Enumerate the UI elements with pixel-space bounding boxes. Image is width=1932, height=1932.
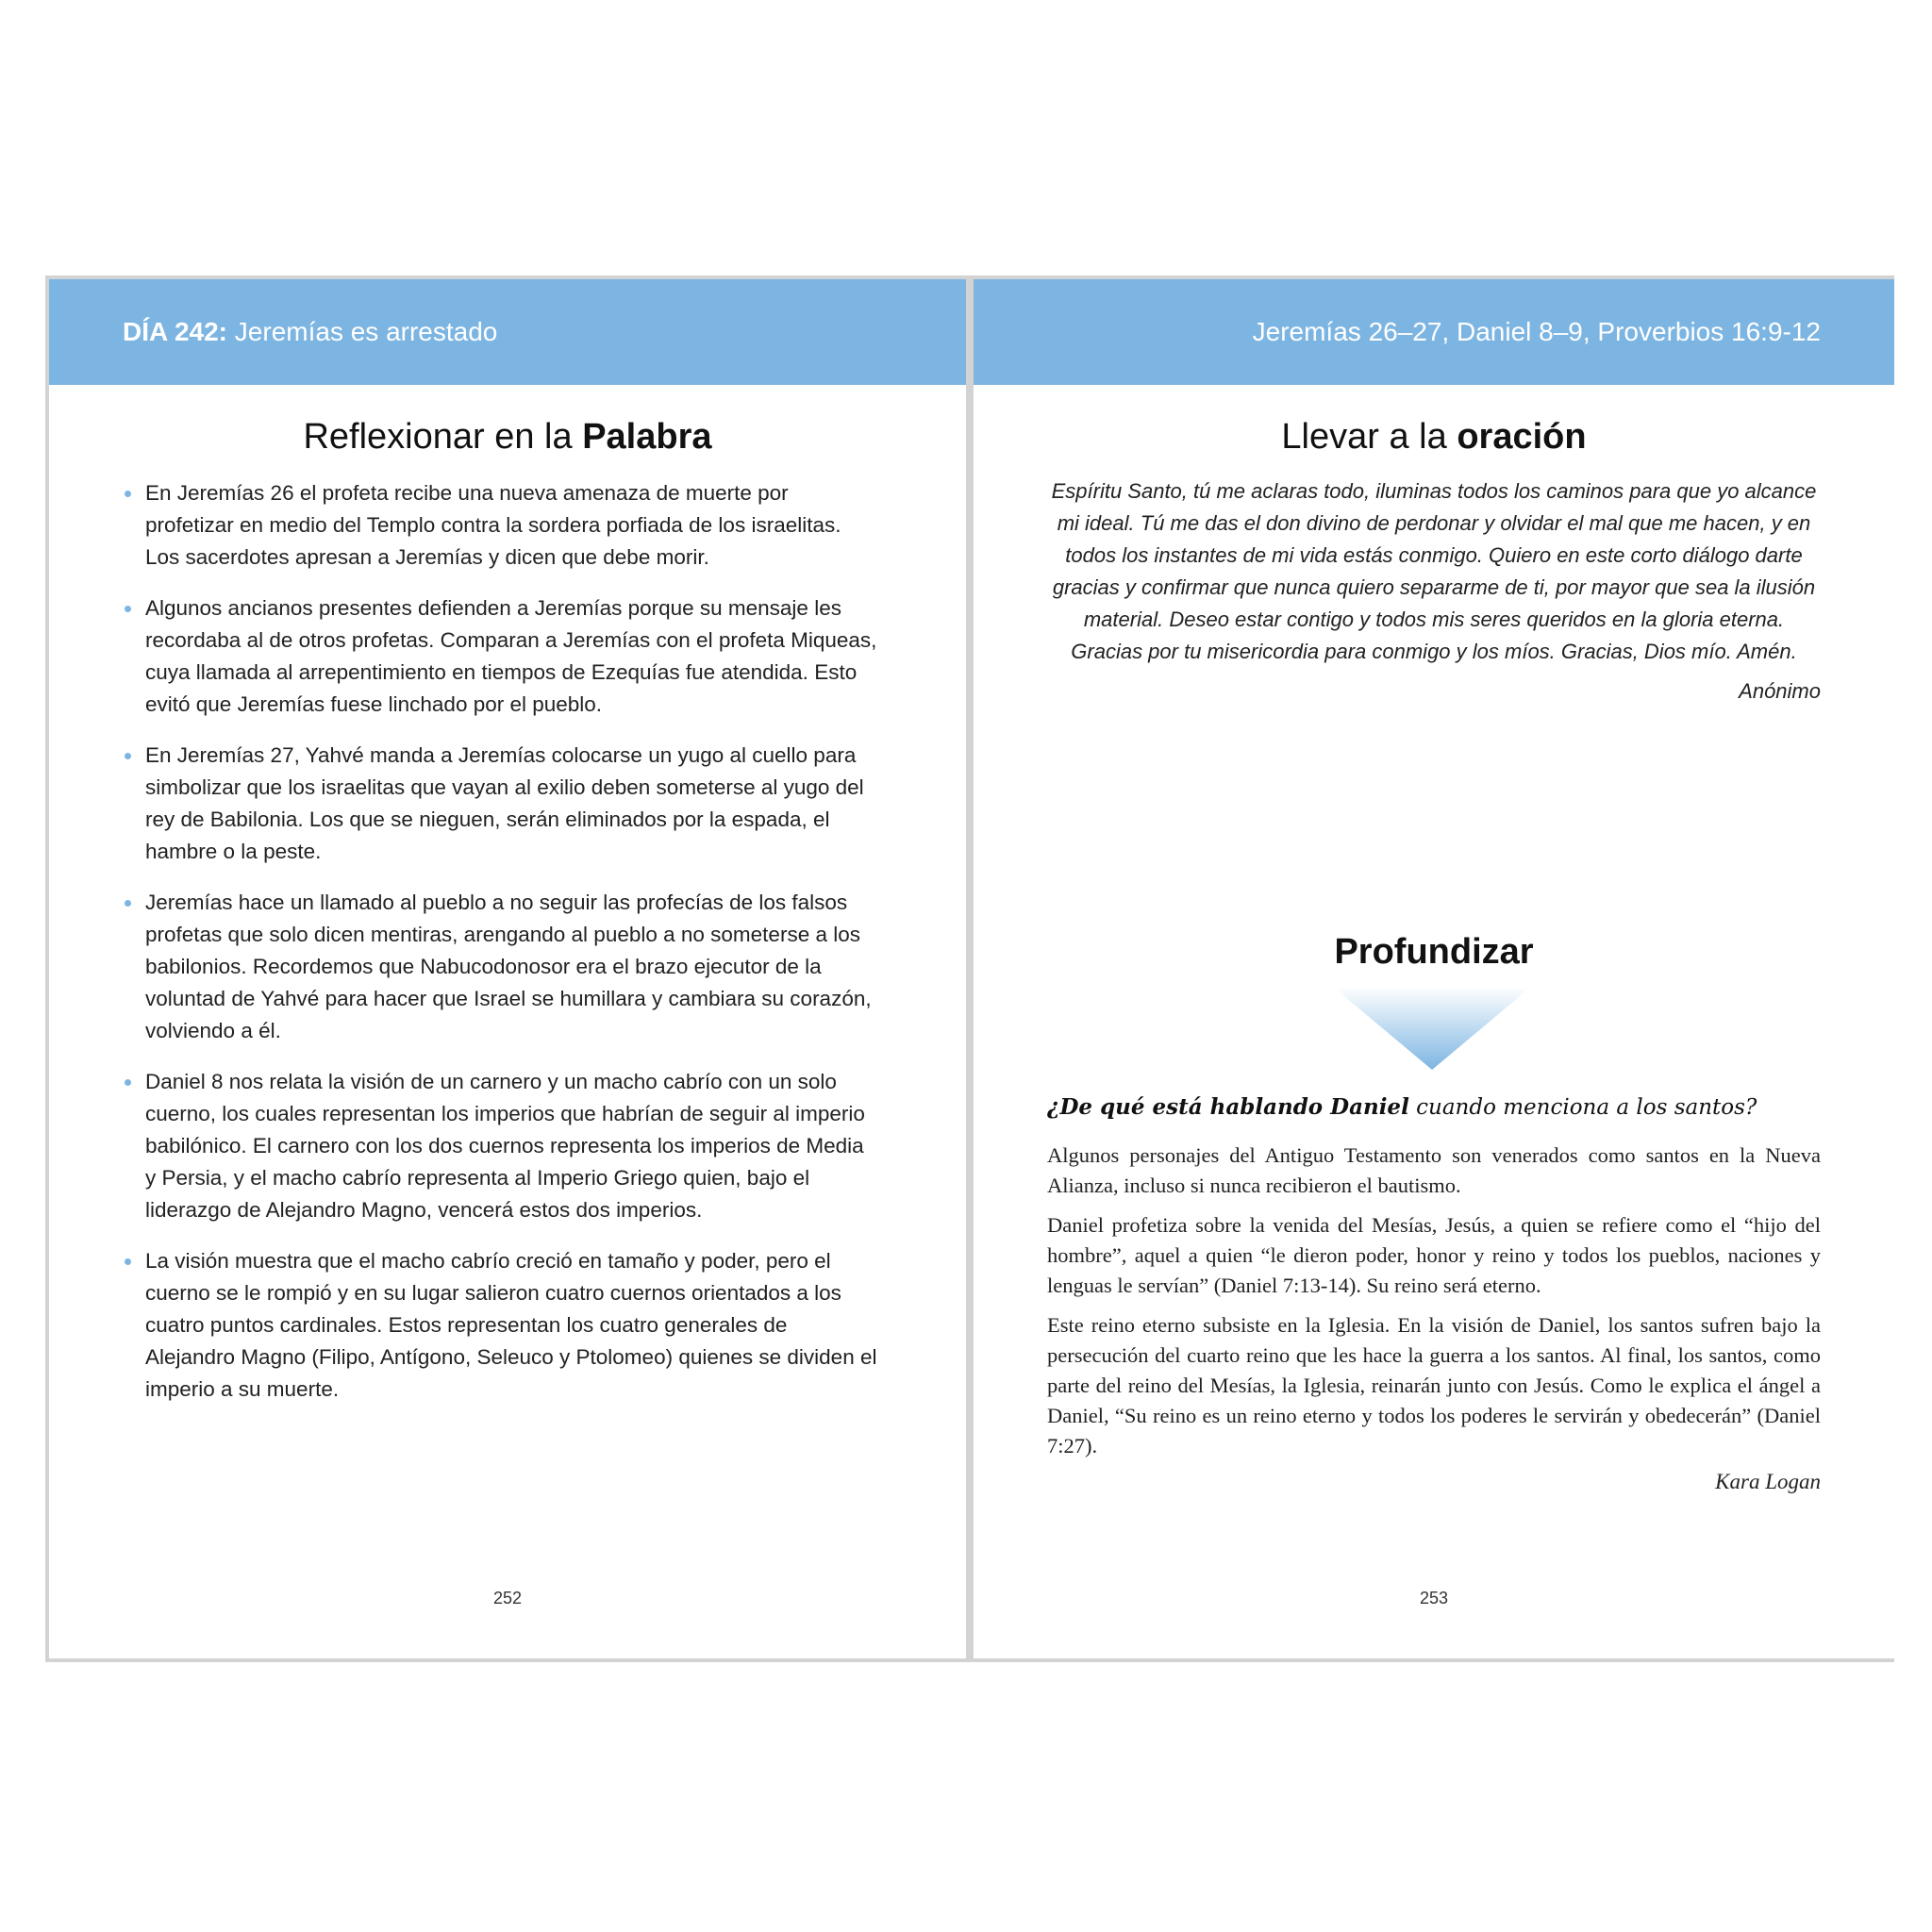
reflect-title-bold: Palabra [582,417,712,457]
bullet-item [123,1245,877,1406]
deepen-article [1047,1141,1821,1471]
bullet-item [123,1066,877,1226]
bullet-dot-icon [125,1258,131,1265]
bullet-dot-icon [125,1079,131,1086]
prayer-title-prefix: Llevar a la [1281,417,1457,457]
day-title: Jeremías es arrestado [227,317,498,346]
scripture-reference: Jeremías 26–27, Daniel 8–9, Proverbios 16:9-12 [1252,317,1821,346]
book-spread [45,275,1894,1662]
down-arrow-icon [1333,987,1531,1072]
bullet-text: Jeremías hace un llamado al pueblo a no seguir las profecías de los falsos profetas que solo dicen mentiras, arengando al pueblo a no someterse a los babilonios. Recordemos que Nabucodonosor era el brazo ejecutor de la voluntad de Yahvé para hacer que Israel se humillara y cambiara su corazón, volviendo a él. [145,891,872,1042]
bullet-dot-icon [125,606,131,612]
reflect-section-title [49,417,966,458]
bullet-text: En Jeremías 27, Yahvé manda a Jeremías colocarse un yugo al cuello para simbolizar que los israelitas que vayan al exilio deben someterse al yugo del rey de Babilonia. Los que se nieguen, serán eliminados por la espada, el hambre o la peste. [145,743,864,863]
left-page-number: 252 [492,1589,523,1607]
bullet-text: Daniel 8 nos relata la visión de un carnero y un macho cabrío con un solo cuerno, los cuales representan los imperios que habrían de seguir al imperio babilónico. El carnero con los dos cuernos representa los imperios de Media y Persia, y el macho cabrío representa al Imperio Griego quien, bajo el liderazgo de Alejandro Magno, vencerá estos dos imperios. [145,1070,865,1222]
prayer-text: Espíritu Santo, tú me aclaras todo, iluminas todos los caminos para que yo alcance mi ideal. Tú me das el don divino de perdonar y olvidar el mal que me hacen, y en todos los instantes de mi vida estás conmigo. Quiero en este corto diálogo darte gracias y confirmar que nunca quiero separarme de ti, por mayor que sea la ilusión material. Deseo estar contigo y todos mis seres queridos en la gloria eterna. Gracias por tu misericordia para conmigo y los míos. Gracias, Dios mío. Amén. [1051,479,1817,663]
question-rest: cuando menciona a los santos? [1408,1095,1757,1120]
left-header-band [49,279,966,385]
bullet-text: En Jeremías 26 el profeta recibe una nueva amenaza de muerte por profetizar en medio del Templo contra la sordera porfiada de los israelitas. Los sacerdotes apresan a Jeremías y dicen que debe morir. [145,481,841,569]
right-header-band [974,279,1894,385]
bullet-item [123,477,877,574]
bullet-dot-icon [125,491,131,497]
article-author: Kara Logan [1715,1470,1821,1493]
bullet-text: La visión muestra que el macho cabrío creció en tamaño y poder, pero el cuerno se le rompió y en su lugar salieron cuatro cuernos orientados a los cuatro puntos cardinales. Estos representan los cuatro generales de Alejandro Magno (Filipo, Antígono, Seleuco y Ptolomeo) quienes se dividen el imperio a su muerte. [145,1249,877,1401]
article-paragraph: Este reino eterno subsiste en la Iglesia. En la visión de Daniel, los santos sufren bajo la persecución del cuarto reino que les hace la guerra a los santos. Al final, los santos, como parte del reino del Mesías, la Iglesia, reinarán junto con Jesús. Como le explica el ángel a Daniel, “Su reino es un reino eterno y todos los poderes le servirán y obedecerán” (Daniel 7:27). [1047,1313,1821,1457]
article-paragraph: Algunos personajes del Antiguo Testamento son venerados como santos en la Nueva Alianza, incluso si nunca recibieron el bautismo. [1047,1143,1821,1197]
reflect-title-prefix: Reflexionar en la [303,417,583,457]
bullet-item [123,592,877,721]
deepen-question [1047,1094,1821,1120]
bullet-dot-icon [125,753,131,759]
left-header-text [123,317,497,347]
reflection-bullet-list [123,477,877,1424]
question-bold: ¿De qué está hablando Daniel [1047,1094,1409,1120]
bullet-dot-icon [125,900,131,907]
bullet-item [123,887,877,1047]
article-paragraph: Daniel profetiza sobre la venida del Mesías, Jesús, a quien se refiere como el “hijo del hombre”, aquel a quien “le dieron poder, honor y reino y todos los pueblos, naciones y lenguas le servían” (Daniel 7:13-14). Su reino será eterno. [1047,1213,1821,1297]
right-page-number: 253 [1419,1589,1449,1607]
prayer-title-bold: oración [1457,417,1587,457]
day-label: DÍA 242: [123,317,228,346]
bullet-text: Algunos ancianos presentes defienden a Jeremías porque su mensaje les recordaba al de otros profetas. Comparan a Jeremías con el profeta Miqueas, cuya llamada al arrepentimiento en tiempos de Ezequías fue atendida. Esto evitó que Jeremías fuese linchado por el pueblo. [145,596,877,716]
prayer-section-title [974,417,1894,458]
bullet-item [123,740,877,868]
right-page [970,275,1894,1662]
left-page [45,275,970,1662]
deepen-section-title: Profundizar [1334,932,1534,972]
prayer-author: Anónimo [1739,679,1821,703]
